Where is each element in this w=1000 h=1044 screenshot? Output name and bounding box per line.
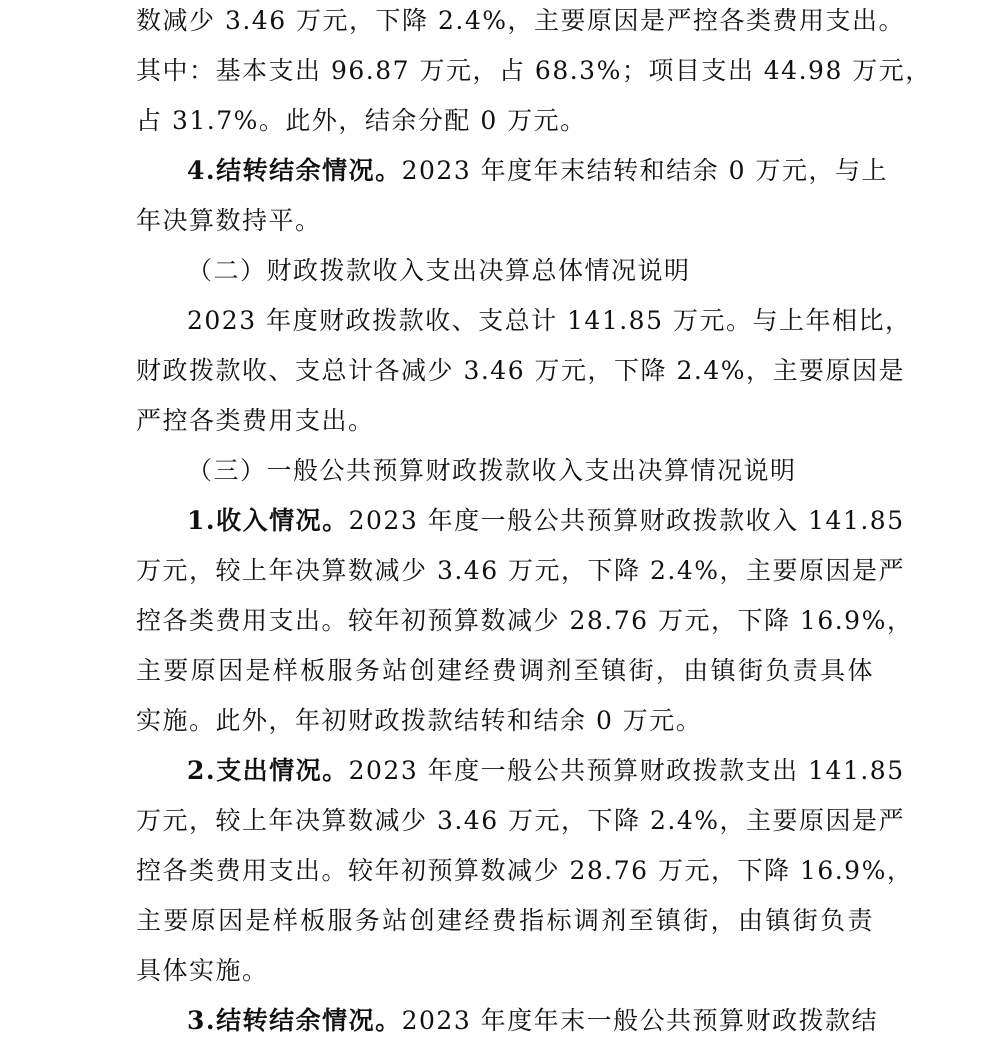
paragraph-line — [136, 954, 269, 988]
paragraph-line — [187, 154, 888, 188]
section-heading-bold: 4.结转结余情况。 — [187, 156, 402, 185]
paragraph-line — [136, 104, 587, 138]
paragraph-line — [136, 804, 906, 838]
heading-text: （三）一般公共预算财政拨款收入支出决算情况说明 — [187, 456, 797, 485]
paragraph-line — [136, 704, 702, 738]
paragraph-line — [136, 854, 914, 888]
paragraph-line — [136, 354, 906, 388]
paragraph-line — [136, 554, 906, 588]
section-heading — [187, 254, 691, 288]
section-heading-bold: 2.支出情况。 — [187, 756, 349, 785]
line-text: 具体实施。 — [136, 956, 269, 985]
section-heading-bold: 3.结转结余情况。 — [187, 1006, 402, 1035]
line-text: 控各类费用支出。较年初预算数减少 28.76 万元，下降 16.9%， — [136, 606, 914, 635]
line-text: 实施。此外，年初财政拨款结转和结余 0 万元。 — [136, 706, 703, 735]
line-text: 万元，较上年决算数减少 3.46 万元，下降 2.4%，主要原因是严 — [136, 556, 906, 585]
line-text: 主要原因是样板服务站创建经费指标调剂至镇街，由镇街负责 — [136, 906, 874, 935]
paragraph-line — [136, 204, 322, 238]
paragraph-line — [187, 504, 905, 538]
paragraph-line — [187, 304, 912, 338]
paragraph-line — [136, 54, 932, 88]
line-text: 2023 年度一般公共预算财政拨款支出 141.85 — [348, 756, 905, 785]
paragraph-line — [187, 1004, 879, 1038]
heading-text: （二）财政拨款收入支出决算总体情况说明 — [187, 256, 691, 285]
line-text: 2023 年度年末一般公共预算财政拨款结 — [401, 1006, 879, 1035]
line-text: 严控各类费用支出。 — [136, 406, 375, 435]
line-text: 财政拨款收、支总计各减少 3.46 万元，下降 2.4%，主要原因是 — [136, 356, 906, 385]
section-heading — [187, 454, 797, 488]
line-text: 2023 年度一般公共预算财政拨款收入 141.85 — [348, 506, 905, 535]
line-text: 数减少 3.46 万元，下降 2.4%，主要原因是严控各类费用支出。 — [136, 6, 906, 35]
section-heading-bold: 1.收入情况。 — [187, 506, 349, 535]
line-text: 2023 年度年末结转和结余 0 万元，与上 — [401, 156, 888, 185]
line-text: 主要原因是样板服务站创建经费调剂至镇街，由镇街负责具体 — [136, 656, 874, 685]
paragraph-line — [187, 754, 905, 788]
paragraph-line — [136, 404, 375, 438]
line-text: 控各类费用支出。较年初预算数减少 28.76 万元，下降 16.9%， — [136, 856, 914, 885]
line-text: 其中：基本支出 96.87 万元，占 68.3%；项目支出 44.98 万元， — [136, 56, 932, 85]
paragraph-line — [136, 904, 874, 938]
paragraph-line — [136, 4, 906, 38]
line-text: 占 31.7%。此外，结余分配 0 万元。 — [136, 106, 587, 135]
line-text: 2023 年度财政拨款收、支总计 141.85 万元。与上年相比， — [187, 306, 912, 335]
paragraph-line — [136, 604, 914, 638]
line-text: 年决算数持平。 — [136, 206, 322, 235]
line-text: 万元，较上年决算数减少 3.46 万元，下降 2.4%，主要原因是严 — [136, 806, 906, 835]
paragraph-line — [136, 654, 874, 688]
